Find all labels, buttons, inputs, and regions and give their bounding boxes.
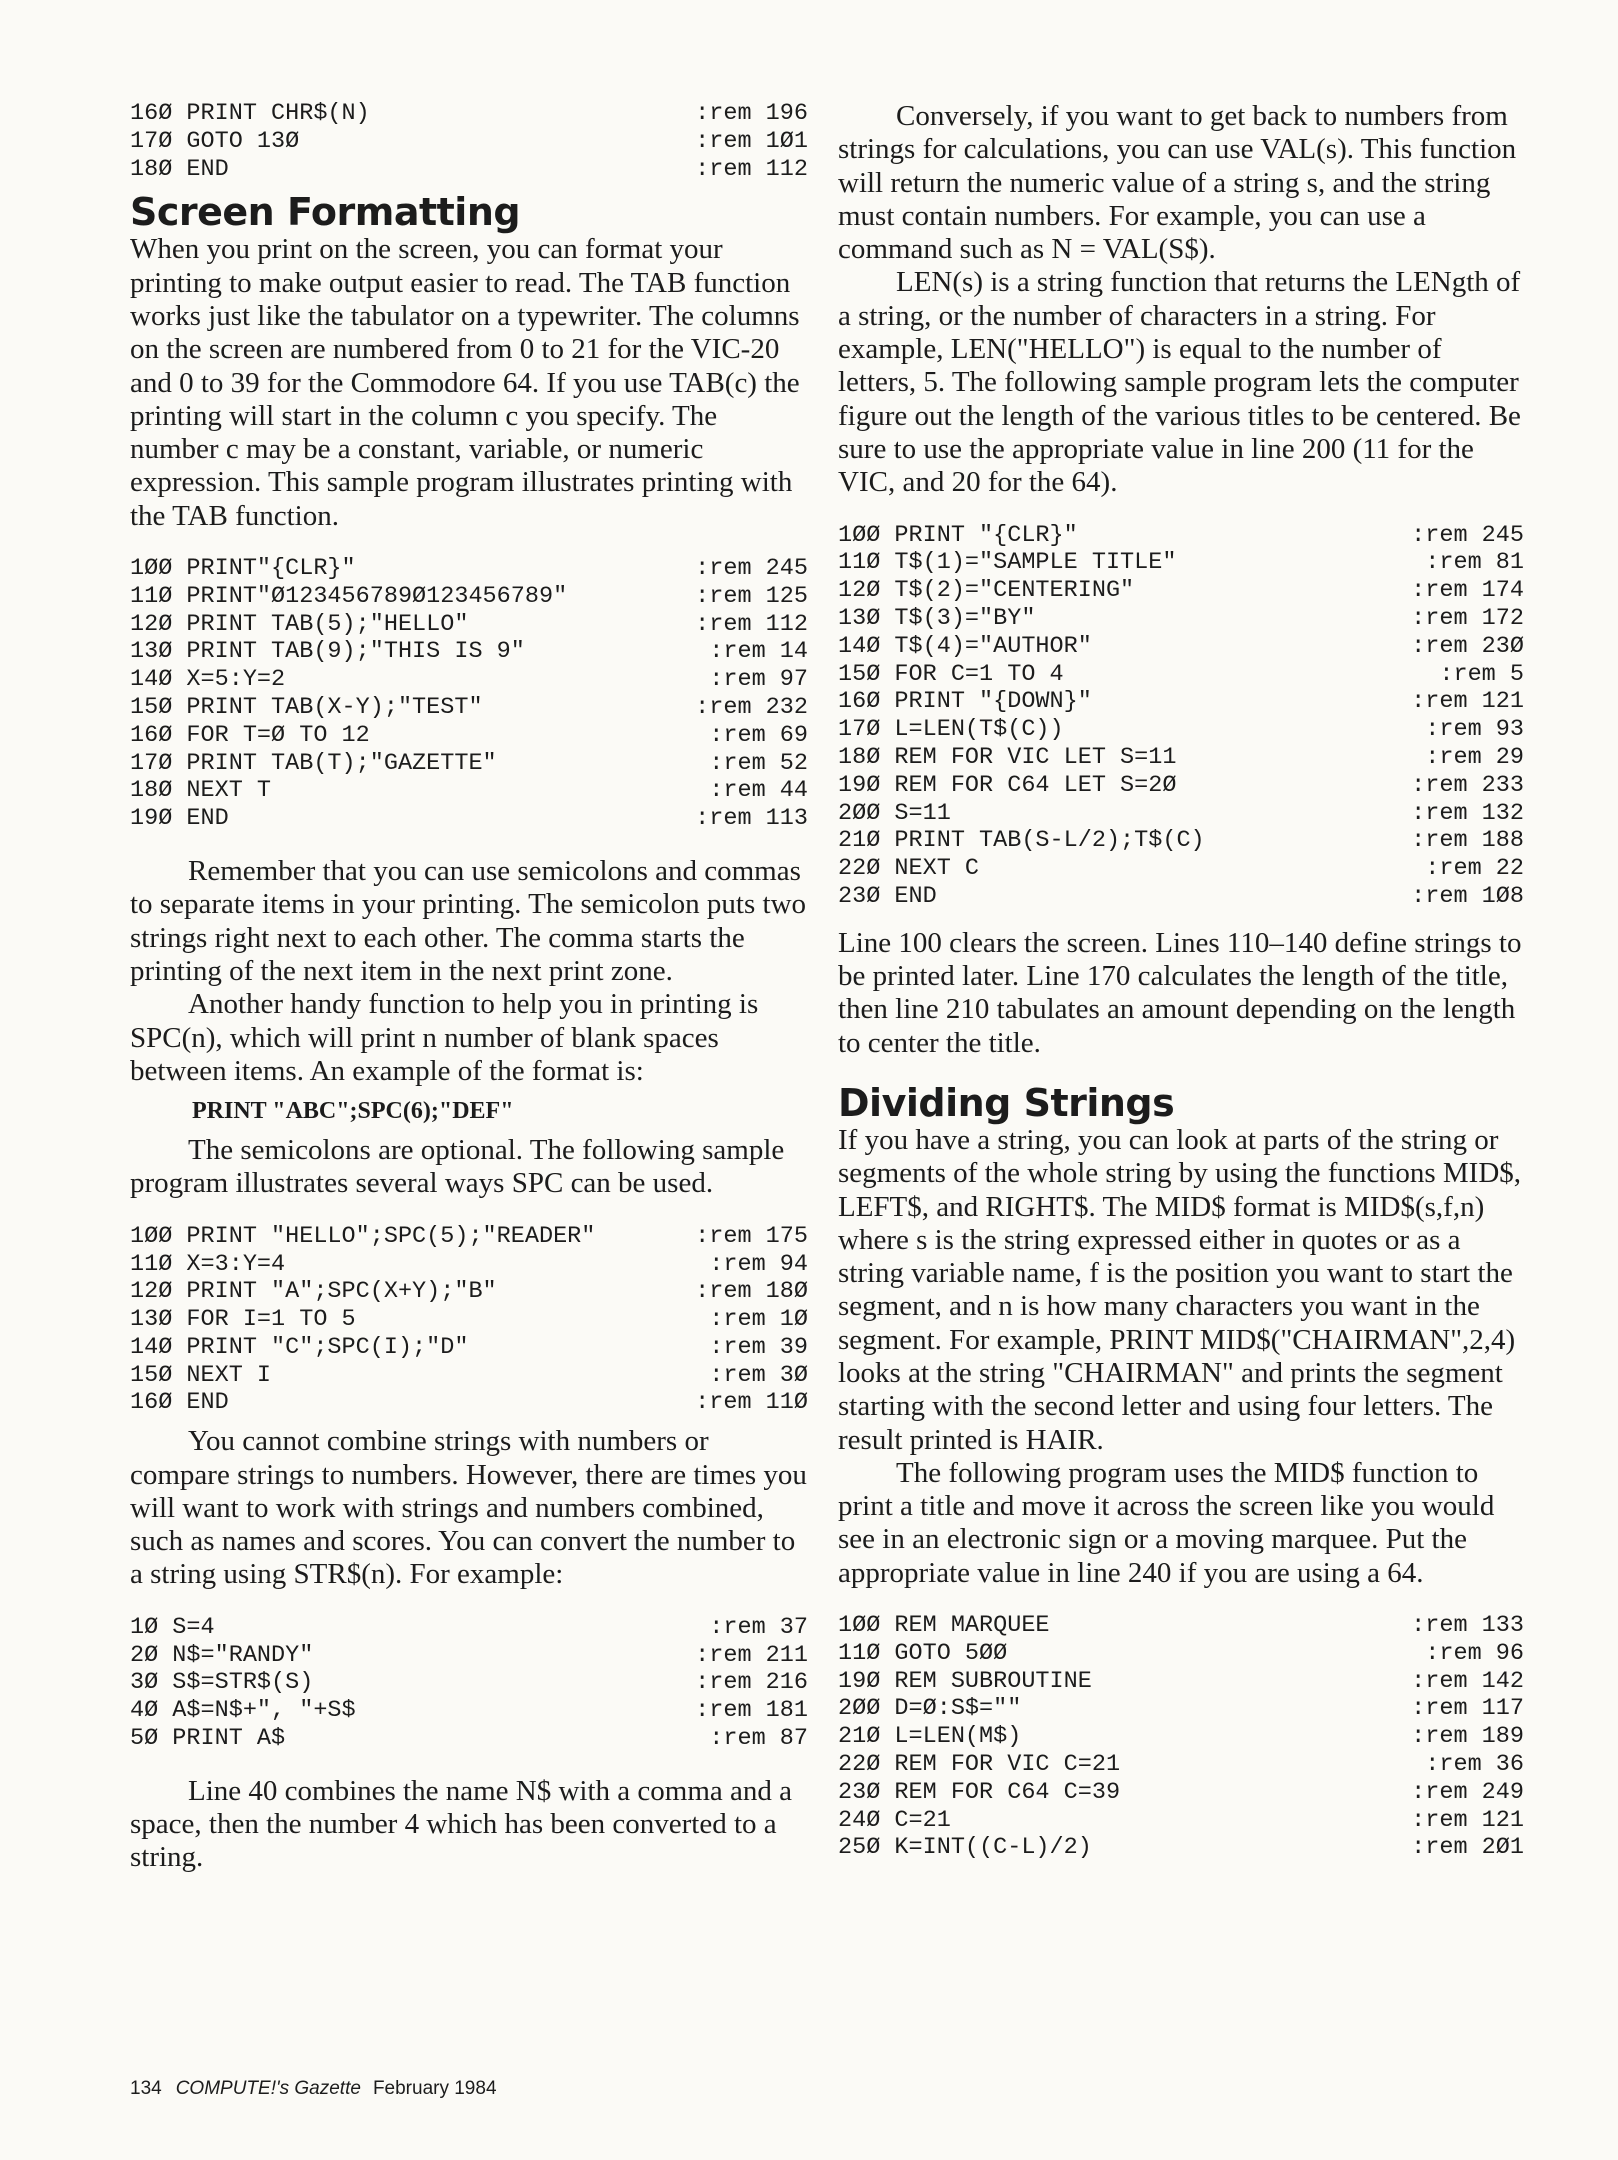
code-checksum: :rem 14	[709, 638, 808, 666]
code-checksum: :rem 125	[695, 582, 808, 610]
code-statement: 12Ø PRINT TAB(5);"HELLO"	[130, 610, 469, 638]
code-statement: 23Ø END	[838, 882, 937, 910]
code-checksum: :rem 29	[1425, 743, 1524, 771]
code-checksum: :rem 132	[1411, 799, 1524, 827]
listing-centering	[838, 522, 1526, 911]
paragraph-line-40: Line 40 combines the name N$ with a comma and a space, then the number 4 which has been converted to a string.	[130, 1774, 792, 1874]
code-checksum: :rem 1Ø8	[1411, 882, 1524, 910]
code-line	[130, 1669, 810, 1697]
code-statement: 4Ø A$=N$+", "+S$	[130, 1697, 356, 1725]
code-line	[838, 549, 1526, 577]
code-statement: 1Ø S=4	[130, 1613, 215, 1641]
code-statement: 5Ø PRINT A$	[130, 1724, 286, 1752]
listing-chr	[130, 100, 810, 183]
paragraph-len: LEN(s) is a string function that returns the LENgth of a string, or the number of characters in a string. For example, LEN("HELLO") is equal to the number of letters, 5. The following sample program lets the computer figure out the length of the various titles to be centered. Be sure to use the appropriate value in line 200 (11 for the VIC, and 20 for the 64).	[838, 266, 1521, 499]
listing-spc	[130, 1223, 810, 1418]
code-checksum: :rem 1Ø	[709, 1306, 808, 1334]
code-checksum: :rem 44	[709, 777, 808, 805]
code-line	[838, 883, 1526, 911]
code-statement: 22Ø NEXT C	[838, 855, 980, 883]
code-line	[130, 611, 810, 639]
code-line	[130, 1223, 810, 1251]
code-line	[838, 744, 1526, 772]
listing-str	[130, 1614, 810, 1753]
code-checksum: :rem 196	[695, 100, 808, 127]
code-statement: 18Ø END	[130, 155, 229, 183]
code-checksum: :rem 211	[695, 1641, 808, 1669]
code-line	[838, 1779, 1526, 1807]
code-checksum: :rem 94	[709, 1250, 808, 1278]
code-statement: 12Ø T$(2)="CENTERING"	[838, 577, 1135, 605]
code-statement: 21Ø L=LEN(M$)	[838, 1723, 1022, 1751]
code-checksum: :rem 113	[695, 805, 808, 833]
code-checksum: :rem 174	[1411, 577, 1524, 605]
code-checksum: :rem 232	[695, 694, 808, 722]
code-statement: 24Ø C=21	[838, 1806, 951, 1834]
code-statement: 16Ø PRINT CHR$(N)	[130, 100, 370, 127]
code-statement: 11Ø GOTO 5ØØ	[838, 1639, 1008, 1667]
code-statement: 11Ø T$(1)="SAMPLE TITLE"	[838, 549, 1177, 577]
code-statement: 14Ø X=5:Y=2	[130, 666, 286, 694]
publication-name: COMPUTE!'s Gazette	[175, 2078, 361, 2099]
code-statement: 3Ø S$=STR$(S)	[130, 1669, 314, 1697]
page-footer	[130, 2078, 497, 2100]
code-line	[130, 100, 810, 128]
code-checksum: :rem 3Ø	[709, 1361, 808, 1389]
code-statement: 1ØØ REM MARQUEE	[838, 1612, 1050, 1640]
code-line	[130, 722, 810, 750]
code-line	[130, 128, 810, 156]
code-line	[130, 805, 810, 833]
code-checksum: :rem 23Ø	[1411, 632, 1524, 660]
code-statement: 18Ø REM FOR VIC LET S=11	[838, 743, 1177, 771]
paragraph-combine-strings: You cannot combine strings with numbers or compare strings to numbers. However, there are times you will want to work with strings and numbers combined, such as names and scores. You can convert the number to a string using STR$(n). For example:	[130, 1425, 807, 1591]
code-line	[130, 555, 810, 583]
paragraph-tab-function: When you print on the screen, you can format your printing to make output easier to read. The TAB function works just like the tabulator on a typewriter. The columns on the screen are numbered from 0 to 21 for the VIC-20 and 0 to 39 for the Commodore 64. If you use TAB(c) the printing will start in the column c you specify. The number c may be a constant, variable, or numeric expression. This sample program illustrates printing with the TAB function.	[130, 233, 800, 532]
code-checksum: :rem 93	[1425, 716, 1524, 744]
code-line	[130, 1725, 810, 1753]
code-statement: 16Ø PRINT "{DOWN}"	[838, 688, 1092, 716]
code-line	[130, 750, 810, 778]
paragraph-semicolons-optional: The semicolons are optional. The following sample program illustrates several ways SPC can be used.	[130, 1134, 785, 1200]
code-line	[130, 1306, 810, 1334]
code-checksum: :rem 233	[1411, 771, 1524, 799]
code-line	[838, 605, 1526, 633]
heading-dividing-strings: Dividing Strings	[838, 1080, 1175, 1125]
page-number: 134	[130, 2078, 162, 2099]
code-line	[130, 1278, 810, 1306]
code-checksum: :rem 117	[1411, 1695, 1524, 1723]
paragraph-val: Conversely, if you want to get back to numbers from strings for calculations, you can use VAL(s). This function will return the numeric value of a string s, and the string must contain numbers. For example, you can use a command such as N = VAL(S$).	[838, 100, 1517, 266]
code-statement: 15Ø FOR C=1 TO 4	[838, 660, 1064, 688]
code-line	[130, 1614, 810, 1642]
paragraph-semicolons: Remember that you can use semicolons and commas to separate items in your printing. The semicolon puts two strings right next to each other. The comma starts the printing of the next item in the next print zone.	[130, 855, 807, 987]
left-column	[130, 100, 810, 1875]
code-statement: 1ØØ PRINT "{CLR}"	[838, 521, 1078, 549]
code-line	[838, 772, 1526, 800]
code-checksum: :rem 249	[1411, 1778, 1524, 1806]
code-line	[130, 1642, 810, 1670]
code-checksum: :rem 69	[709, 721, 808, 749]
code-checksum: :rem 81	[1425, 549, 1524, 577]
code-line	[838, 577, 1526, 605]
code-checksum: :rem 189	[1411, 1723, 1524, 1751]
code-statement: 19Ø END	[130, 805, 229, 833]
code-line	[838, 1668, 1526, 1696]
code-line	[838, 1640, 1526, 1668]
code-checksum: :rem 175	[695, 1222, 808, 1250]
code-checksum: :rem 245	[1411, 521, 1524, 549]
code-statement: 19Ø REM SUBROUTINE	[838, 1667, 1092, 1695]
code-statement: 17Ø L=LEN(T$(C))	[838, 716, 1064, 744]
code-line	[838, 716, 1526, 744]
code-checksum: :rem 245	[695, 555, 808, 583]
code-line	[838, 633, 1526, 661]
code-statement: 17Ø GOTO 13Ø	[130, 127, 300, 155]
code-statement: 1ØØ PRINT "HELLO";SPC(5);"READER"	[130, 1222, 596, 1250]
code-line	[130, 694, 810, 722]
code-line	[838, 522, 1526, 550]
code-statement: 14Ø T$(4)="AUTHOR"	[838, 632, 1092, 660]
code-line	[130, 156, 810, 184]
code-line	[130, 1251, 810, 1279]
code-line	[838, 827, 1526, 855]
example-spc-statement: PRINT "ABC";SPC(6);"DEF"	[192, 1098, 514, 1125]
code-checksum: :rem 37	[709, 1613, 808, 1641]
code-checksum: :rem 36	[1425, 1751, 1524, 1779]
right-column	[838, 100, 1526, 1862]
code-checksum: :rem 22	[1425, 855, 1524, 883]
code-line	[130, 638, 810, 666]
code-statement: 13Ø PRINT TAB(9);"THIS IS 9"	[130, 638, 525, 666]
code-line	[838, 1612, 1526, 1640]
paragraph-mid: If you have a string, you can look at parts of the string or segments of the whole string by using the functions MID$, LEFT$, and RIGHT$. The MID$ format is MID$(s,f,n) where s is the string expressed either in quotes or as a string variable name, f is the position you want to start the segment, and n is how many characters you want in the segment. For example, PRINT MID$("CHAIRMAN",2,4) looks at the string "CHAIRMAN" and prints the segment starting with the second letter and using four letters. The result printed is HAIR.	[838, 1123, 1522, 1456]
code-checksum: :rem 216	[695, 1669, 808, 1697]
code-statement: 19Ø REM FOR C64 LET S=2Ø	[838, 771, 1177, 799]
code-checksum: :rem 52	[709, 749, 808, 777]
heading-screen-formatting: Screen Formatting	[130, 190, 521, 235]
code-line	[838, 1751, 1526, 1779]
code-statement: 16Ø FOR T=Ø TO 12	[130, 721, 370, 749]
code-checksum: :rem 121	[1411, 1806, 1524, 1834]
code-checksum: :rem 96	[1425, 1639, 1524, 1667]
paragraph-line-100: Line 100 clears the screen. Lines 110–140 define strings to be printed later. Line 170 calculates the length of the title, then line 210 tabulates an amount depending on the length to center the title.	[838, 926, 1522, 1059]
code-checksum: :rem 97	[709, 666, 808, 694]
code-statement: 14Ø PRINT "C";SPC(I);"D"	[130, 1333, 469, 1361]
code-line	[130, 777, 810, 805]
code-statement: 18Ø NEXT T	[130, 777, 272, 805]
code-statement: 23Ø REM FOR C64 C=39	[838, 1778, 1121, 1806]
code-checksum: :rem 121	[1411, 688, 1524, 716]
listing-tab	[130, 555, 810, 833]
code-checksum: :rem 5	[1439, 660, 1524, 688]
code-line	[838, 1834, 1526, 1862]
code-statement: 13Ø T$(3)="BY"	[838, 604, 1036, 632]
code-checksum: :rem 39	[709, 1333, 808, 1361]
code-checksum: :rem 142	[1411, 1667, 1524, 1695]
code-line	[838, 855, 1526, 883]
code-statement: 2ØØ S=11	[838, 799, 951, 827]
code-checksum: :rem 87	[709, 1724, 808, 1752]
code-checksum: :rem 112	[695, 155, 808, 183]
code-checksum: :rem 133	[1411, 1612, 1524, 1640]
code-line	[838, 1723, 1526, 1751]
code-checksum: :rem 11Ø	[695, 1389, 808, 1417]
code-line	[838, 1807, 1526, 1835]
code-line	[838, 688, 1526, 716]
code-statement: 25Ø K=INT((C-L)/2)	[838, 1834, 1092, 1862]
code-statement: 21Ø PRINT TAB(S-L/2);T$(C)	[838, 827, 1205, 855]
code-line	[130, 666, 810, 694]
paragraph-marquee: The following program uses the MID$ function to print a title and move it across the screen like you would see in an electronic sign or a moving marquee. Put the appropriate value in line 240 if you are using a 64.	[838, 1456, 1495, 1589]
code-statement: 12Ø PRINT "A";SPC(X+Y);"B"	[130, 1278, 497, 1306]
code-checksum: :rem 181	[695, 1697, 808, 1725]
code-checksum: :rem 18Ø	[695, 1278, 808, 1306]
code-line	[130, 1389, 810, 1417]
paragraph-spc: Another handy function to help you in printing is SPC(n), which will print n number of blank spaces between items. An example of the format is:	[130, 988, 759, 1087]
code-statement: 2Ø N$="RANDY"	[130, 1641, 314, 1669]
code-statement: 22Ø REM FOR VIC C=21	[838, 1751, 1121, 1779]
code-line	[130, 1362, 810, 1390]
code-statement: 15Ø PRINT TAB(X-Y);"TEST"	[130, 694, 483, 722]
code-line	[838, 1695, 1526, 1723]
code-line	[130, 1334, 810, 1362]
code-statement: 15Ø NEXT I	[130, 1361, 272, 1389]
code-statement: 16Ø END	[130, 1389, 229, 1417]
listing-marquee	[838, 1612, 1526, 1862]
code-statement: 11Ø PRINT"Ø123456789Ø123456789"	[130, 582, 568, 610]
code-checksum: :rem 172	[1411, 604, 1524, 632]
code-checksum: :rem 2Ø1	[1411, 1834, 1524, 1862]
code-statement: 17Ø PRINT TAB(T);"GAZETTE"	[130, 749, 497, 777]
code-statement: 13Ø FOR I=1 TO 5	[130, 1306, 356, 1334]
code-checksum: :rem 1Ø1	[695, 127, 808, 155]
code-checksum: :rem 188	[1411, 827, 1524, 855]
code-line	[130, 583, 810, 611]
code-line	[838, 800, 1526, 828]
code-line	[130, 1697, 810, 1725]
issue-date: February 1984	[372, 2078, 497, 2099]
code-statement: 11Ø X=3:Y=4	[130, 1250, 286, 1278]
code-line	[838, 661, 1526, 689]
code-statement: 2ØØ D=Ø:S$=""	[838, 1695, 1022, 1723]
code-checksum: :rem 112	[695, 610, 808, 638]
code-statement: 1ØØ PRINT"{CLR}"	[130, 555, 356, 583]
